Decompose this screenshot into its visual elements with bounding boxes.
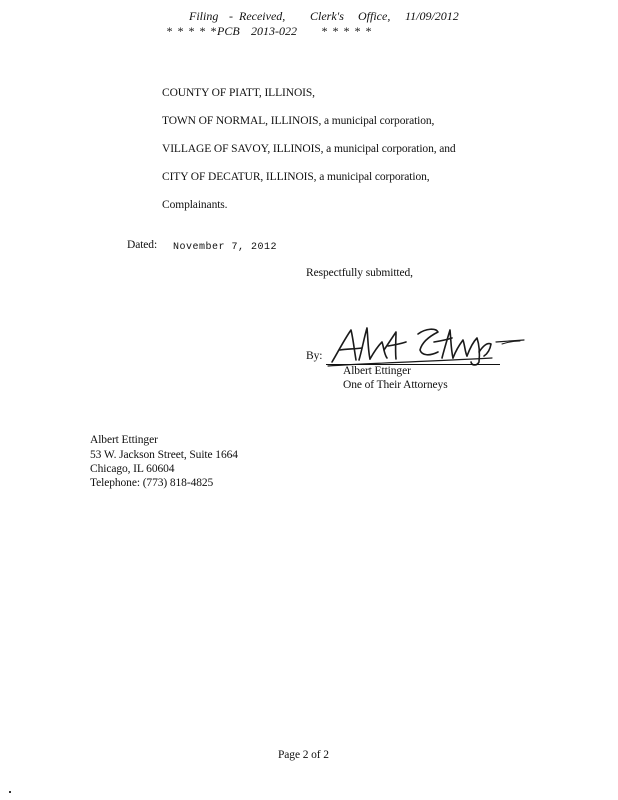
stamp-case-number: 2013-022 <box>251 24 297 38</box>
stamp-clerks: Clerk's <box>310 9 344 23</box>
stamp-filing: Filing <box>189 9 219 23</box>
complainant-town-normal: TOWN OF NORMAL, ILLINOIS, a municipal corporation, <box>162 115 435 127</box>
complainants-label: Complainants. <box>162 199 228 211</box>
dated-value: November 7, 2012 <box>173 242 278 253</box>
attorney-street-address: 53 W. Jackson Street, Suite 1664 <box>90 449 238 461</box>
stamp-stars-left: * * * * * <box>166 24 217 38</box>
attorney-name: Albert Ettinger <box>90 434 158 446</box>
stamp-dash: - <box>229 9 233 23</box>
attorney-telephone: Telephone: (773) 818-4825 <box>90 477 214 489</box>
scan-speck <box>9 791 11 793</box>
handwritten-signature <box>326 322 528 368</box>
stamp-office: Office, <box>358 9 391 23</box>
complainant-village-savoy: VILLAGE OF SAVOY, ILLINOIS, a municipal corporation, and <box>162 143 456 155</box>
stamp-received: Received, <box>239 9 286 23</box>
closing-respectfully-submitted: Respectfully submitted, <box>306 267 413 279</box>
signature-by-label: By: <box>306 350 323 362</box>
attorney-city: Chicago, IL 60604 <box>90 463 175 475</box>
stamp-pcb: PCB <box>217 24 240 38</box>
complainant-city-decatur: CITY OF DECATUR, ILLINOIS, a municipal corporation, <box>162 171 430 183</box>
stamp-date: 11/09/2012 <box>405 9 459 23</box>
signature-name: Albert Ettinger <box>343 365 411 377</box>
stamp-stars-right: * * * * * <box>321 24 372 38</box>
page-number: Page 2 of 2 <box>278 749 329 761</box>
complainant-county-piatt: COUNTY OF PIATT, ILLINOIS, <box>162 87 315 99</box>
signature-title: One of Their Attorneys <box>343 379 448 391</box>
dated-label: Dated: <box>127 239 158 251</box>
